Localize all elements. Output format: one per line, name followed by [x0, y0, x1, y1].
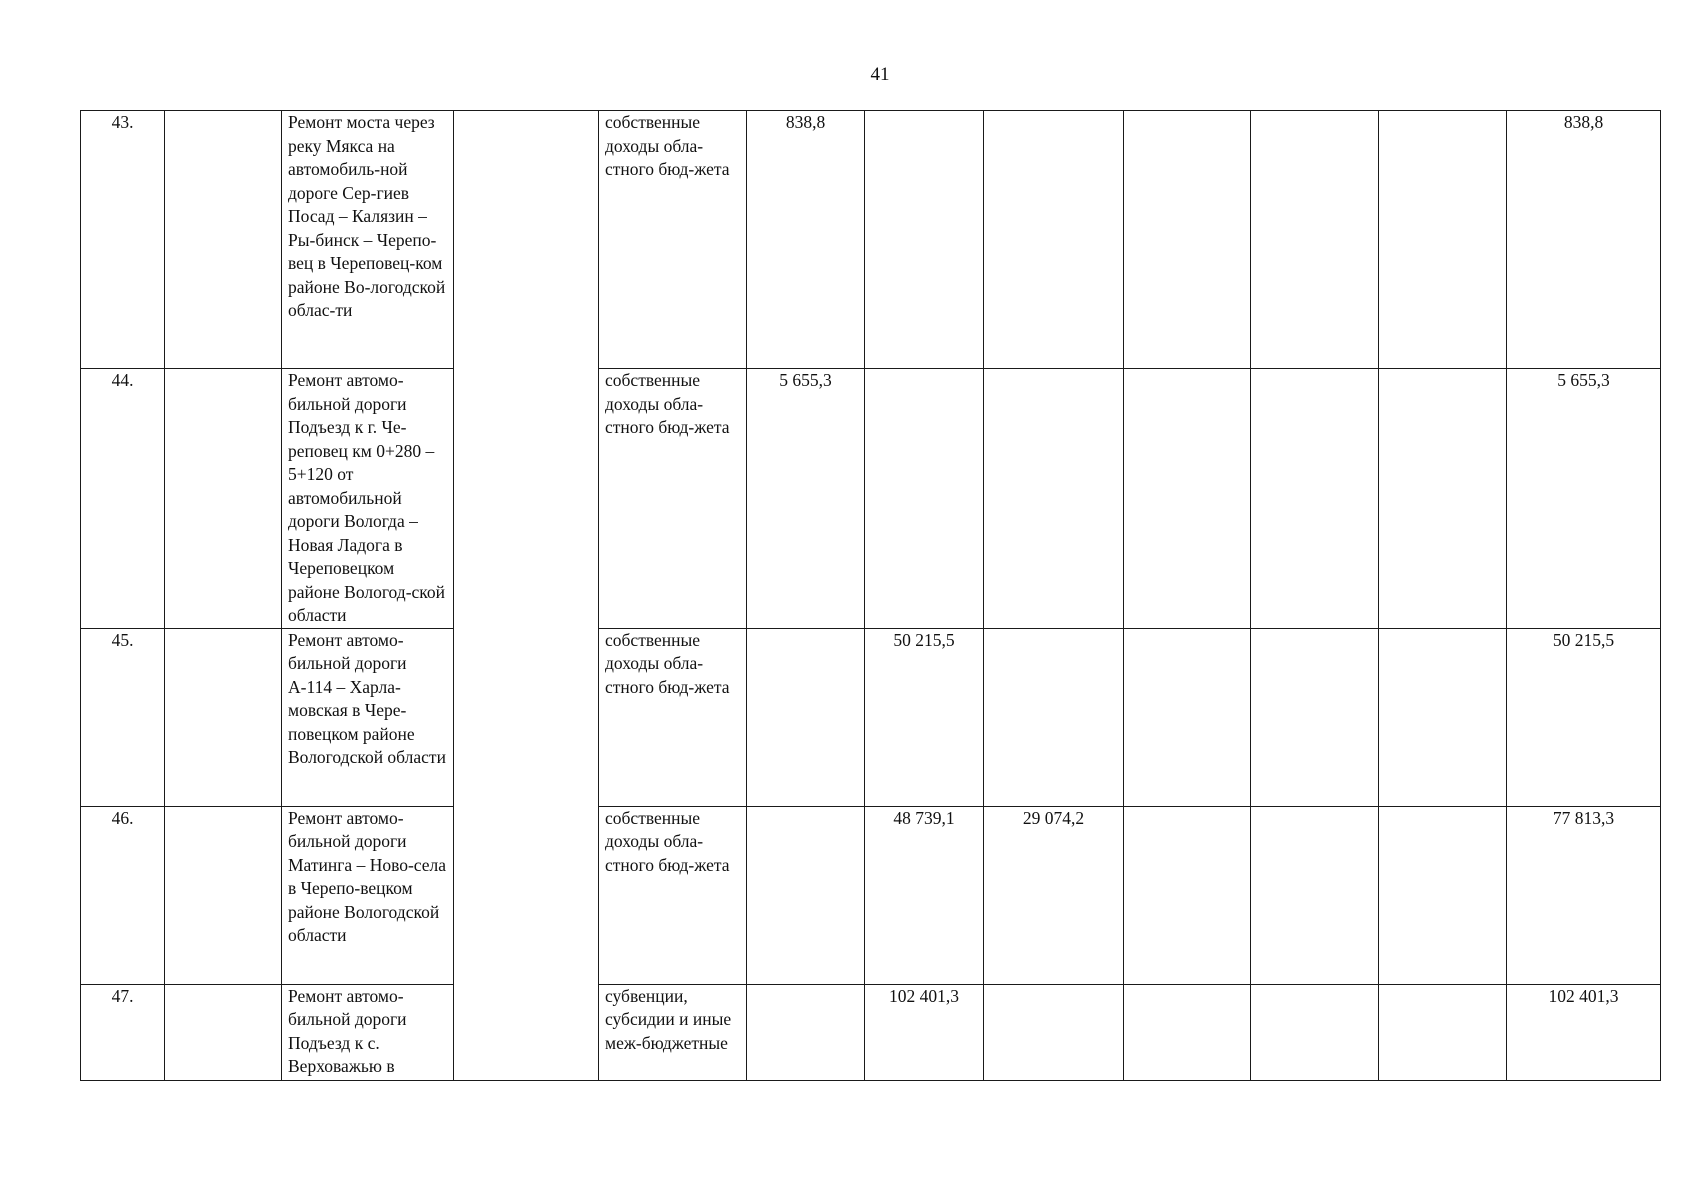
total-cell-text: 50 215,5 [1552, 629, 1615, 650]
value-cell-1 [747, 111, 865, 369]
row-number-cell [81, 369, 165, 629]
row-number-cell [81, 984, 165, 1080]
total-cell [1507, 111, 1661, 369]
value-cell-4 [1124, 806, 1251, 984]
row-number-cell-text: 43. [111, 112, 134, 132]
funding-source-cell-text: субвенции, субсидии и иные меж-бюджетные [605, 985, 732, 1053]
table-row [81, 111, 1661, 369]
value-cell-6 [1379, 111, 1507, 369]
value-cell-6 [1379, 628, 1507, 806]
funding-source-cell [599, 806, 747, 984]
executor-cell [454, 628, 599, 806]
value-cell-2 [865, 369, 984, 629]
object-name-cell-text: Ремонт автомо-бильной дороги Подъезд к г. Че-реповец км 0+280 – 5+120 от автомобильной дороги Вологда – Новая Ладога в Череповецком районе Вологод-ской области [288, 370, 446, 625]
total-cell-text: 77 813,3 [1552, 807, 1615, 828]
code-cell [165, 984, 282, 1080]
value-cell-6 [1379, 984, 1507, 1080]
total-cell [1507, 984, 1661, 1080]
row-number-cell-text: 44. [111, 370, 134, 390]
object-name-cell [282, 111, 454, 369]
code-cell [165, 369, 282, 629]
row-number-cell [81, 806, 165, 984]
funding-source-cell-text: собственные доходы обла-стного бюд-жета [605, 807, 730, 875]
total-cell [1507, 369, 1661, 629]
page-number: 41 [870, 64, 890, 85]
executor-cell [454, 806, 599, 984]
value-cell-5 [1251, 628, 1379, 806]
total-cell-text: 102 401,3 [1548, 985, 1619, 1006]
table-row [81, 984, 1661, 1080]
value-cell-1-text: 5 655,3 [779, 370, 832, 390]
object-name-cell-text: Ремонт моста через реку Мякса на автомобиль-ной дороге Сер-гиев Посад – Калязин – Ры-бинск – Черепо-вец в Череповец-ком районе Во-логодской облас-ти [288, 112, 446, 320]
funding-source-cell-text: собственные доходы обла-стного бюд-жета [605, 629, 730, 697]
table-row [81, 369, 1661, 629]
value-cell-2 [865, 628, 984, 806]
value-cell-5 [1251, 369, 1379, 629]
object-name-cell-text: Ремонт автомо-бильной дороги Подъезд к с. Верховажью в [288, 985, 407, 1076]
value-cell-3 [984, 111, 1124, 369]
object-name-cell [282, 628, 454, 806]
total-cell-text: 5 655,3 [1557, 370, 1610, 390]
value-cell-4 [1124, 628, 1251, 806]
object-name-cell-text: Ремонт автомо-бильной дороги Матинга – Ново-села в Черепо-вецком районе Вологодской области [288, 807, 447, 945]
code-cell [165, 628, 282, 806]
value-cell-5 [1251, 806, 1379, 984]
value-cell-4 [1124, 984, 1251, 1080]
value-cell-4 [1124, 369, 1251, 629]
code-cell [165, 806, 282, 984]
funding-source-cell [599, 369, 747, 629]
funding-source-cell [599, 628, 747, 806]
table-body [81, 111, 1661, 1081]
code-cell [165, 111, 282, 369]
value-cell-3 [984, 984, 1124, 1080]
value-cell-2-text: 48 739,1 [893, 807, 955, 828]
value-cell-5 [1251, 111, 1379, 369]
object-name-cell [282, 369, 454, 629]
value-cell-2-text: 102 401,3 [889, 985, 959, 1006]
total-cell [1507, 806, 1661, 984]
table-row [81, 806, 1661, 984]
value-cell-1 [747, 369, 865, 629]
value-cell-1-text: 838,8 [785, 112, 826, 132]
value-cell-3-text: 29 074,2 [1022, 807, 1085, 828]
funding-source-cell-text: собственные доходы обла-стного бюд-жета [605, 112, 730, 179]
object-name-cell [282, 984, 454, 1080]
row-number-cell [81, 111, 165, 369]
table-row [81, 628, 1661, 806]
value-cell-3 [984, 369, 1124, 629]
value-cell-6 [1379, 369, 1507, 629]
value-cell-2 [865, 111, 984, 369]
value-cell-3 [984, 628, 1124, 806]
value-cell-3 [984, 806, 1124, 984]
row-number-cell-text: 47. [111, 985, 134, 1006]
value-cell-5 [1251, 984, 1379, 1080]
value-cell-1 [747, 984, 865, 1080]
value-cell-2 [865, 806, 984, 984]
total-cell [1507, 628, 1661, 806]
value-cell-2-text: 50 215,5 [893, 629, 955, 650]
total-cell-text: 838,8 [1563, 112, 1604, 132]
budget-table [80, 110, 1661, 1081]
value-cell-6 [1379, 806, 1507, 984]
object-name-cell-text: Ремонт автомо-бильной дороги А-114 – Харла-мовская в Чере-повецком районе Вологодской области [288, 629, 446, 767]
executor-cell [454, 111, 599, 369]
funding-source-cell-text: собственные доходы обла-стного бюд-жета [605, 370, 730, 437]
funding-source-cell [599, 111, 747, 369]
value-cell-1 [747, 628, 865, 806]
funding-source-cell [599, 984, 747, 1080]
executor-cell [454, 984, 599, 1080]
row-number-cell-text: 45. [111, 629, 134, 650]
row-number-cell-text: 46. [111, 807, 134, 828]
executor-cell [454, 369, 599, 629]
value-cell-2 [865, 984, 984, 1080]
object-name-cell [282, 806, 454, 984]
value-cell-4 [1124, 111, 1251, 369]
value-cell-1 [747, 806, 865, 984]
row-number-cell [81, 628, 165, 806]
